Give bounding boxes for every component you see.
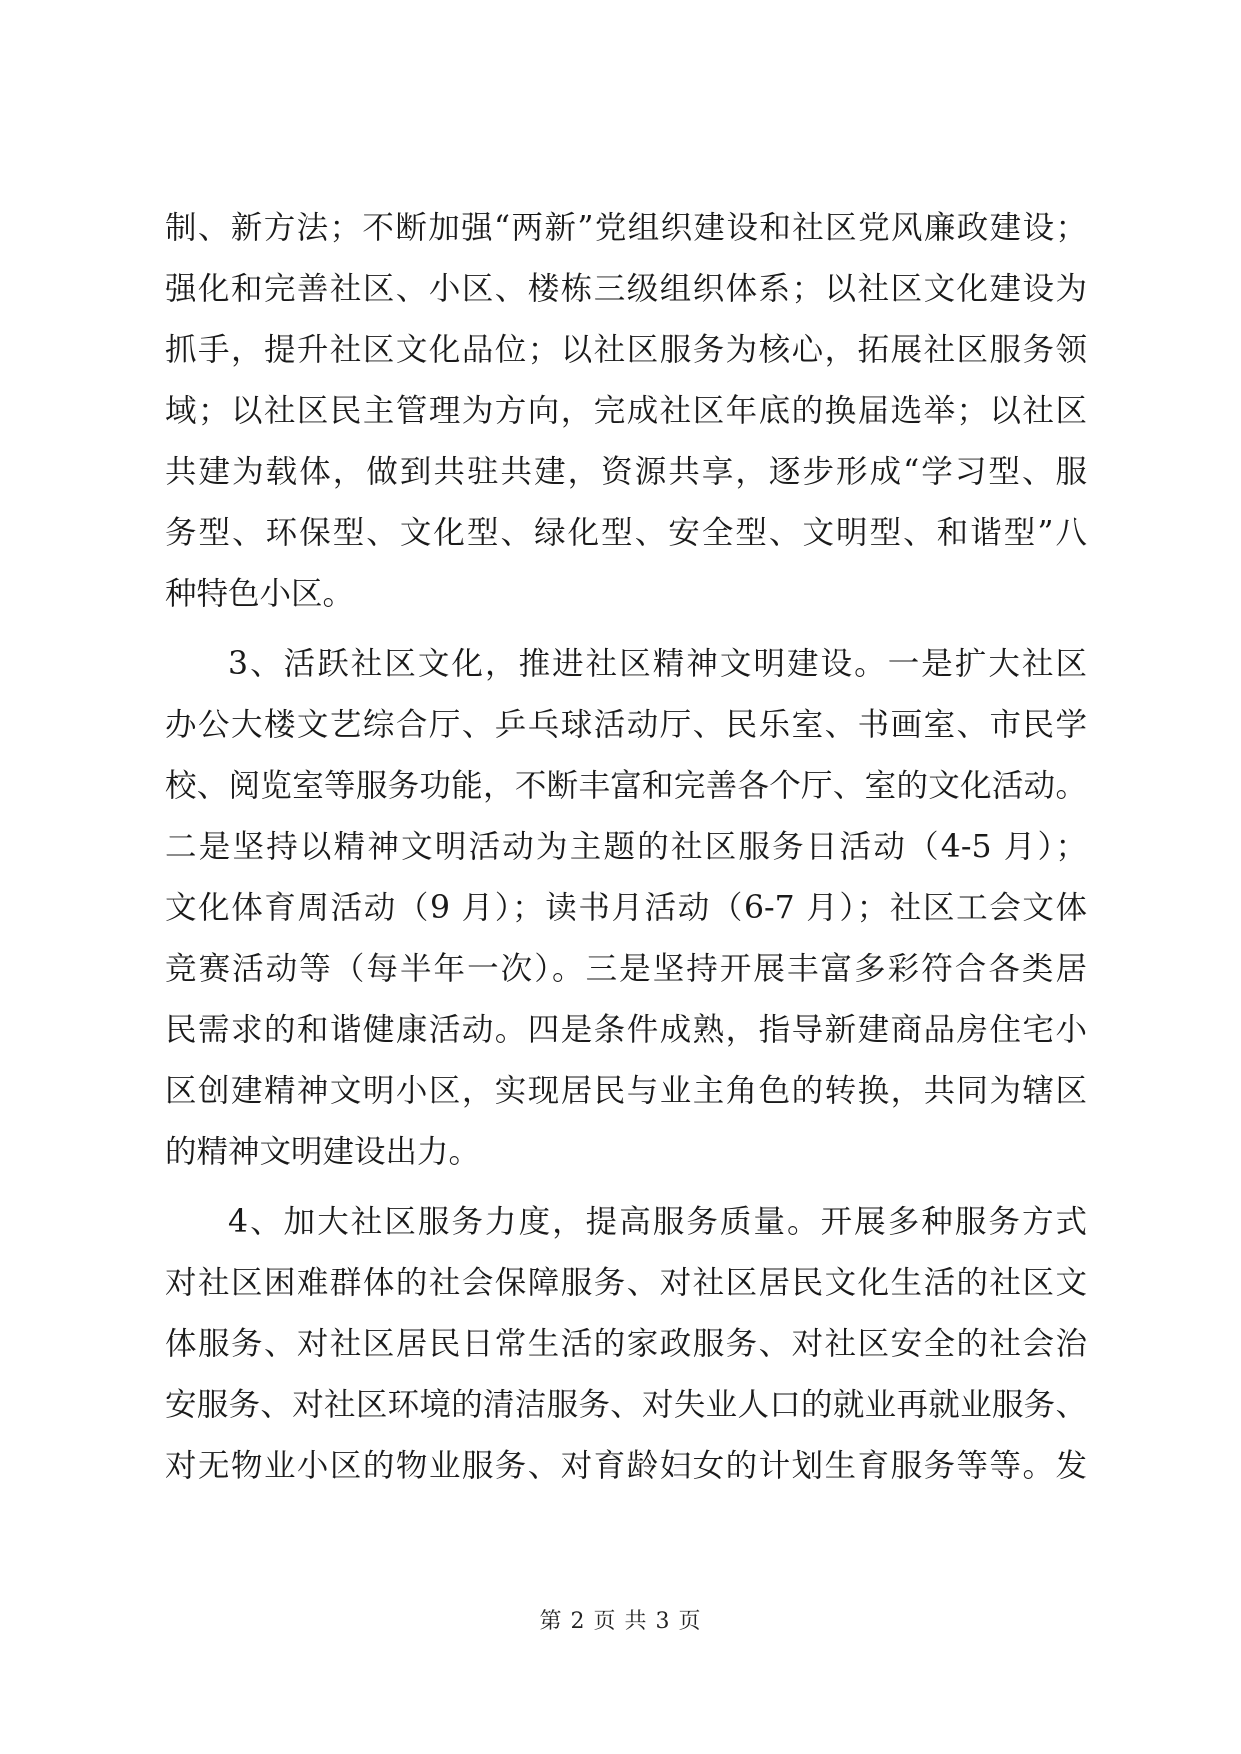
- text-line: 文化体育周活动（9 月）；读书月活动（6-7 月）；社区工会文体: [165, 890, 1087, 926]
- paragraph-gap: [165, 1183, 1087, 1192]
- text-line: 种特色小区。: [165, 576, 355, 612]
- text-line: 竞赛活动等（每半年一次）。三是坚持开展丰富多彩符合各类居: [165, 951, 1087, 987]
- text-line: 体服务、对社区居民日常生活的家政服务、对社区安全的社会治: [165, 1326, 1087, 1362]
- text-line: 的精神文明建设出力。: [165, 1134, 481, 1170]
- text-line: 民需求的和谐健康活动。四是条件成熟，指导新建商品房住宅小: [165, 1012, 1087, 1048]
- text-line: 3、活跃社区文化，推进社区精神文明建设。一是扩大社区: [228, 646, 1087, 682]
- body-text: [165, 198, 1087, 1497]
- page-footer: 第 2 页 共 3 页: [539, 1609, 702, 1634]
- text-line: 校、阅览室等服务功能，不断丰富和完善各个厅、室的文化活动。: [165, 768, 1087, 804]
- paragraph-1: [165, 198, 1087, 625]
- text-line: 对社区困难群体的社会保障服务、对社区居民文化生活的社区文: [165, 1265, 1087, 1301]
- text-line: 办公大楼文艺综合厅、乒乓球活动厅、民乐室、书画室、市民学: [165, 707, 1087, 743]
- paragraph-3: [165, 1192, 1087, 1497]
- text-line: 对无物业小区的物业服务、对育龄妇女的计划生育服务等等。发: [165, 1448, 1087, 1484]
- text-line: 安服务、对社区环境的清洁服务、对失业人口的就业再就业服务、: [165, 1387, 1087, 1423]
- text-line: 务型、环保型、文化型、绿化型、安全型、文明型、和谐型”八: [165, 515, 1087, 551]
- text-line: 抓手，提升社区文化品位；以社区服务为核心，拓展社区服务领: [165, 332, 1087, 368]
- text-line: 二是坚持以精神文明活动为主题的社区服务日活动（4-5 月）；: [165, 829, 1087, 865]
- text-line: 强化和完善社区、小区、楼栋三级组织体系；以社区文化建设为: [165, 271, 1087, 307]
- text-line: 区创建精神文明小区，实现居民与业主角色的转换，共同为辖区: [165, 1073, 1087, 1109]
- text-line: 共建为载体，做到共驻共建，资源共享，逐步形成“学习型、服: [165, 454, 1087, 490]
- paragraph-gap: [165, 625, 1087, 634]
- paragraph-2: [165, 634, 1087, 1183]
- text-line: 域；以社区民主管理为方向，完成社区年底的换届选举；以社区: [165, 393, 1087, 429]
- text-line: 4、加大社区服务力度，提高服务质量。开展多种服务方式: [228, 1204, 1087, 1240]
- text-line: 制、新方法；不断加强“两新”党组织建设和社区党风廉政建设；: [165, 210, 1087, 246]
